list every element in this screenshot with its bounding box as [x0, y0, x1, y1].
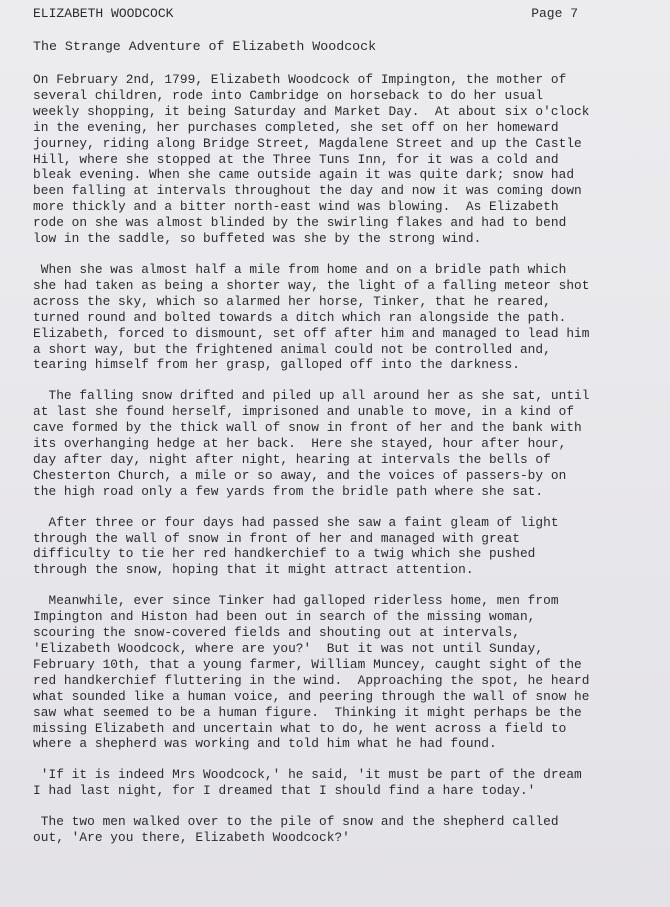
paragraph-1: On February 2nd, 1799, Elizabeth Woodcock of Impington, the mother of several children, rode into Cambridge on horseback to do her usual weekly shopping, it being Saturday and Market Day. At about six o'clock in the evening, her purchases completed, she set off on her homeward journey, riding along Bridge Street, Magdalene Street and up the Castle Hill, where she stopped at the Three Tuns Inn, for it was a cold and bleak evening. When she came outside again it was quite dark; snow had been falling at intervals throughout the day and now it was coming down more thickly and a bitter north-east wind was blowing. As Elizabeth rode on she was almost blinded by the swirling flakes and had to bend low in the saddle, so buffeted was she by the strong wind. [33, 72, 590, 247]
story-title: The Strange Adventure of Elizabeth Woodcock [33, 39, 377, 54]
running-title: ELIZABETH WOODCOCK [33, 6, 174, 21]
paragraph-6: 'If it is indeed Mrs Woodcock,' he said, 'it must be part of the dream I had last night, for I dreamed that I should find a hare today.' [33, 767, 582, 799]
paragraph-4: After three or four days had passed she saw a faint gleam of light through the wall of snow in front of her and managed with great difficulty to tie her red handkerchief to a twig which she pushed through the snow, hoping that it might attract attention. [33, 514, 559, 578]
story-body [33, 72, 643, 861]
paragraph-2: When she was almost half a mile from home and on a bridle path which she had taken as being a shorter way, the light of a falling meteor shot across the sky, which so alarmed her horse, Tinker, that he reared, turned round and bolted towards a ditch which ran alongside the path. Elizabeth, forced to dismount, set off after him and managed to lead him a short way, but the frightened animal could not be controlled and, tearing himself from her grasp, galloped off into the darkness. [33, 261, 590, 373]
paragraph-3: The falling snow drifted and piled up all around her as she sat, until at last she found herself, imprisoned and unable to move, in a kind of cave formed by the thick wall of snow in front of her and the bank with its overhanging hedge at her back. Here she stayed, hour after hour, day after day, night after night, hearing at intervals the bells of Chesterton Church, a mile or so away, and the voices of passers-by on the high road only a few yards from the bridle path where she sat. [33, 388, 590, 499]
paragraph-5: Meanwhile, ever since Tinker had galloped riderless home, men from Impington and Histon had been out in search of the missing woman, scouring the snow-covered fields and shouting out at intervals, 'Elizabeth Woodcock, where are you?' But it was not until Sunday, February 10th, that a young farmer, William Muncey, caught sight of the red handkerchief fluttering in the wind. Approaching the spot, he heard what sounded like a human voice, and peering through the wall of snow he saw what seemed to be a human figure. Thinking it might perhaps be the missing Elizabeth and uncertain what to do, he went across a field to where a shepherd was working and told him what he had found. [33, 593, 590, 752]
page-number: Page 7 [531, 6, 578, 21]
page-header [33, 6, 578, 22]
paragraph-7: The two men walked over to the pile of snow and the shepherd called out, 'Are you there, Elizabeth Woodcock?' [33, 814, 559, 846]
